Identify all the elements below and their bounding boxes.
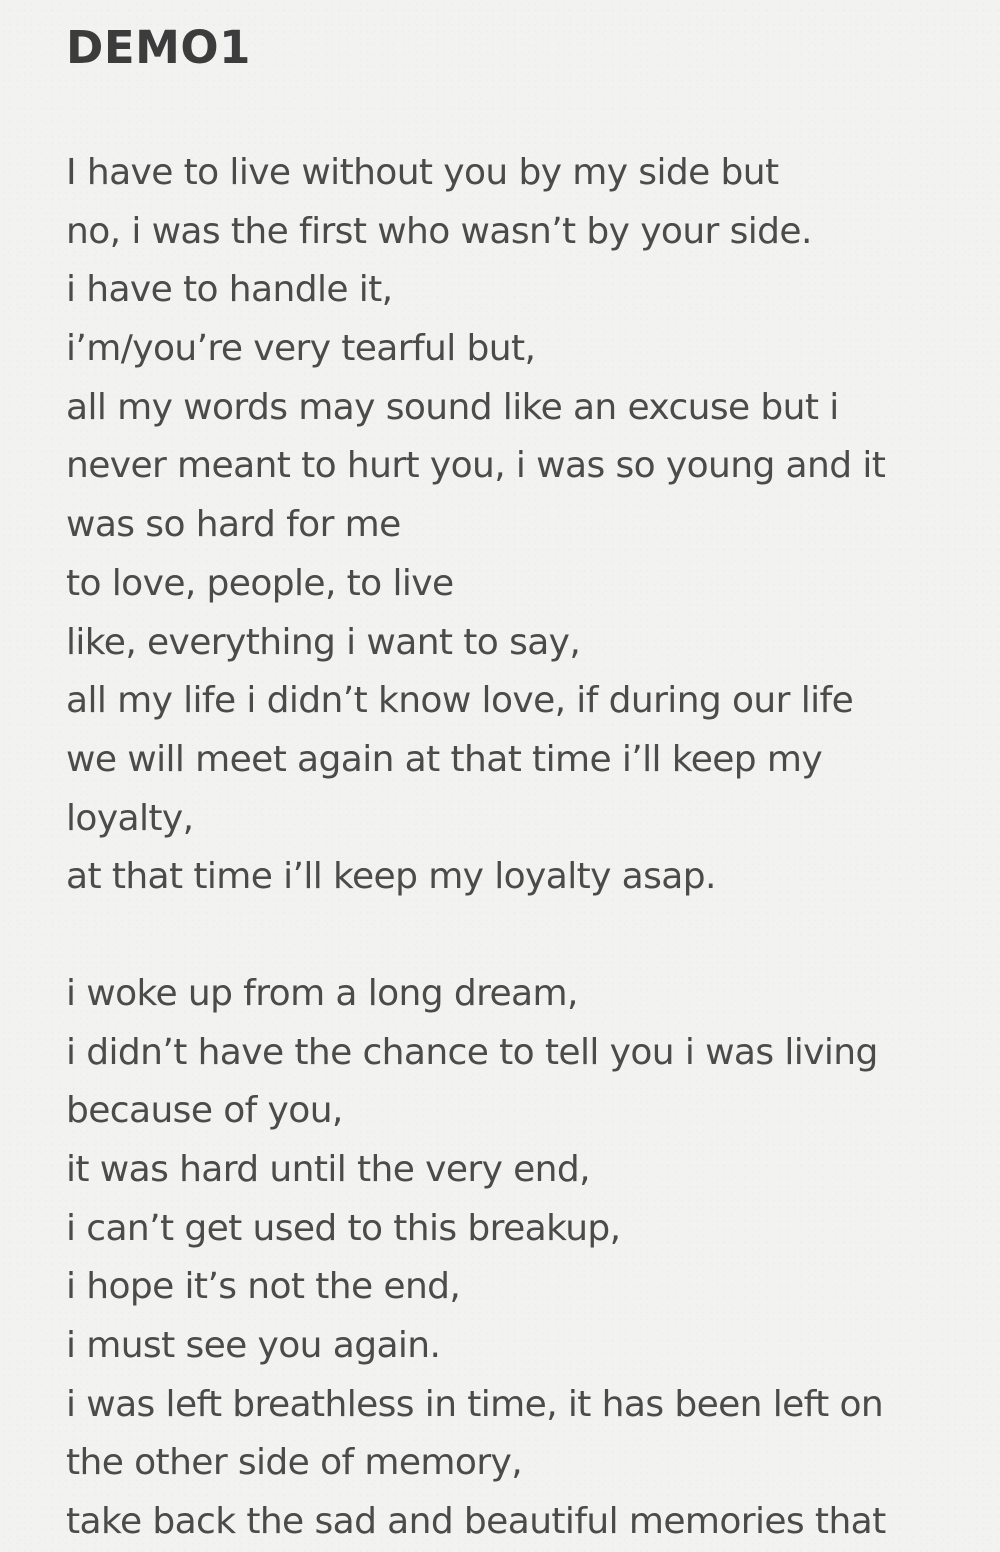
text-line: i woke up from a long dream,	[66, 972, 578, 1014]
text-line: all my life i didn’t know love, if during our life	[66, 680, 854, 722]
text-line: i must see you again.	[66, 1325, 441, 1367]
text-line: we will meet again at that time i’ll keep my	[66, 738, 823, 780]
stanza-1	[66, 144, 966, 907]
text-line: was so hard for me	[66, 504, 401, 546]
text-line: the other side of memory,	[66, 1442, 523, 1484]
text-line: i hope it’s not the end,	[66, 1266, 461, 1308]
text-line: i didn’t have the chance to tell you i was living	[66, 1031, 878, 1073]
text-line: never meant to hurt you, i was so young and it	[66, 445, 886, 487]
text-line: all my words may sound like an excuse but i	[66, 386, 839, 428]
text-line: i’m/you’re very tearful but,	[66, 328, 536, 370]
text-line: i can’t get used to this breakup,	[66, 1207, 621, 1249]
note-document	[66, 20, 966, 1552]
text-line: at that time i’ll keep my loyalty asap.	[66, 856, 716, 898]
text-line: i was left breathless in time, it has been left on	[66, 1383, 884, 1425]
text-line: I have to live without you by my side but	[66, 152, 779, 193]
note-title: DEMO1	[66, 21, 251, 74]
text-line: loyalty,	[66, 797, 194, 839]
text-line: take back the sad and beautiful memories that	[66, 1501, 886, 1543]
text-line: to love, people, to live	[66, 562, 454, 604]
text-line: it was hard until the very end,	[66, 1149, 590, 1190]
text-line: because of you,	[66, 1090, 343, 1132]
stanza-2	[66, 965, 966, 1552]
text-line: like, everything i want to say,	[66, 621, 581, 663]
text-line: no, i was the first who wasn’t by your side.	[66, 210, 812, 252]
text-line: i have to handle it,	[66, 269, 393, 311]
